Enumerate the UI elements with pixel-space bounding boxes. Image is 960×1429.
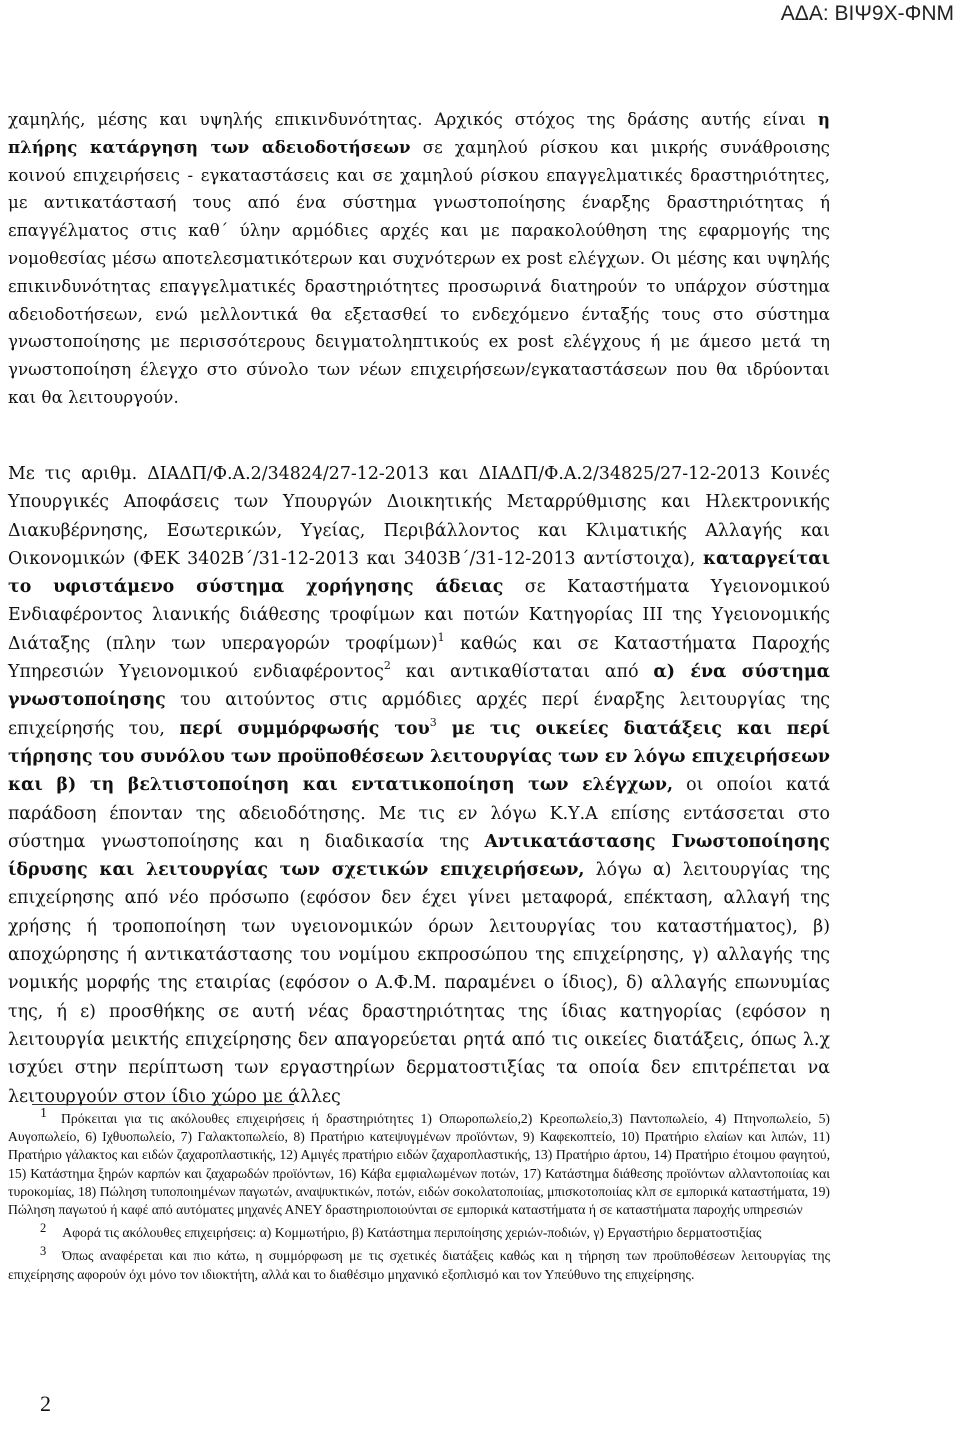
para2-text-3: καθώς και σε Καταστήματα Παροχής Υπηρεσιών Υγειονομικού ενδιαφέροντος [8,633,831,683]
page-number: 2 [40,1391,51,1416]
para2-text-2: σε Καταστήματα Υγειονομικού Ενδιαφέροντος λιανικής διάθεσης τροφίμων και ποτών Κατηγορίας ΙΙΙ της Υγειονομικής Διάταξης (πλην των υπεραγορών τροφίμων) [8,577,830,654]
para1-text-1: χαμηλής, μέσης και υψηλής επικινδυνότητας. Αρχικός στόχος της δράσης αυτής είναι [8,110,818,129]
footnote-text: Όπως αναφέρεται και πιο κάτω, η συμμόρφωση με τις σχετικές διατάξεις καθώς και η τήρηση των προϋποθέσεων λειτουργίας της επιχείρησης αφορούν όχι μόνο τον ιδιοκτήτη, αλλά και το διαθέσιμο μηχανικό εξοπλισμό και τον Υπεύθυνο της επιχείρησης. [8,1248,830,1282]
para1-bold-phrase: η πλήρης κατάργηση των αδειοδοτήσεων [8,109,830,157]
footnote-number: 3 [40,1244,47,1259]
para2-text-7: λόγω α) λειτουργίας της επιχείρησης από νέο πρόσωπο (εφόσον δεν έχει γίνει μεταφορά, επέκταση, αλλαγή της χρήσης ή τροποποίηση των υγειονομικών όρων λειτουργίας του καταστήματος), β) αποχώρησης ή αντικατάστασης του νομίμου εκπροσώπου της επιχείρησης, γ) αλλαγής της νομικής μορφής της εταιρίας (εφόσον ο Α.Φ.Μ. παραμένει ο ίδιος), δ) αλλαγής επωνυμίας της, ή ε) προσθήκης σε αυτή νέας δραστηριότητας της ίδιας κατηγορίας (εφόσον η λειτουργία μεικτής επιχείρησης δεν απαγορεύεται ρητά από τις οικείες διατάξεις, όπως λ.χ ισχύει στην περίπτωση των εργαστηρίων δερματοστιξίας τα οποία δεν επιτρέπεται να λειτουργούν στον ίδιο χώρο με άλλες [8,860,830,1107]
paragraph-licensing-abolition [8,106,830,412]
para2-bold-1: καταργείται το υφιστάμενο σύστημα χορήγησης άδειας [8,548,830,598]
footnote-3 [8,1242,830,1283]
para2-bold-4: με τις οικείες διατάξεις και περί τήρησης του συνόλου των προϋποθέσεων λειτουργίας των εν λόγω επιχειρήσεων και β) τη βελτιστοποίηση και εντατικοποίηση των ελέγχων, [8,718,830,796]
para2-bold-3: περί συμμόρφωσής του [179,718,430,739]
paragraph-joint-ministerial-decisions [8,460,830,1111]
footnotes [8,1105,830,1284]
footnote-number: 1 [40,1106,47,1121]
footnote-1 [8,1105,830,1219]
para2-text-4: και αντικαθίσταται από [390,662,654,683]
footnote-text: Αφορά τις ακόλουθες επιχειρήσεις: α) Κομμωτήριο, β) Κατάστημα περιποίησης χεριών-ποδιών, γ) Εργαστήριο δερματοστιξίας [62,1225,762,1241]
para1-text-2: σε χαμηλού ρίσκου και μικρής συνάθροισης κοινού επιχειρήσεις - εγκαταστάσεις και σε χαμηλού ρίσκου επαγγελματικές δραστηριότητες, με αντικατάστασή τους από ένα σύστημα γνωστοποίησης έναρξης δραστηριότητας ή επαγγέλματος στις καθ΄ ύλην αρμόδιες αρχές και με παρακολούθηση της εφαρμογής της νομοθεσίας μέσω αποτελεσματικότερων και συχνότερων ex post ελέγχων. Οι μέσης και υψηλής επικινδυνότητας επαγγελματικές δραστηριότητες προσωρινά διατηρούν το υπάρχον σύστημα αδειοδοτήσεων, ενώ μελλοντικά θα εξετασθεί το ενδεχόμενο ένταξής τους στο σύστημα γνωστοποίησης με περισσότερους δειγματοληπτικούς ex post ελέγχους ή με άμεσο μετά τη γνωστοποίηση έλεγχο στο σύνολο των νέων επιχειρήσεων/εγκαταστάσεων που θα ιδρύονται και θα λειτουργούν. [8,137,830,407]
para2-text-6: οι οποίοι κατά παράδοση έπονταν της αδειοδότησης. Με τις εν λόγω Κ.Υ.Α επίσης εντάσσεται στο σύστημα γνωστοποίησης και η διαδικασία της [8,775,830,852]
para2-bold-5: Αντικατάστασης Γνωστοποίησης ίδρυσης και λειτουργίας των σχετικών επιχειρήσεων, [8,831,831,881]
para2-text-5: του αιτούντος στις αρμόδιες αρχές περί έναρξης λειτουργίας της επιχείρησής του, [8,690,830,739]
footnote-ref-1: 1 [437,630,445,644]
footnote-ref-2: 2 [383,659,391,673]
para2-text-1: Με τις αριθμ. ΔΙΑΔΠ/Φ.Α.2/34824/27-12-2013 και ΔΙΑΔΠ/Φ.Α.2/34825/27-12-2013 Κοινές Υπουργικές Αποφάσεις των Υπουργών Διοικητικής Μεταρρύθμισης και Ηλεκτρονικής Διακυβέρνησης, Εσωτερικών, Υγείας, Περιβάλλοντος και Κλιματικής Αλλαγής και Οικονομικών (ΦΕΚ 3402Β΄/31-12-2013 και 3403Β΄/31-12-2013 αντίστοιχα), [8,464,830,569]
footnote-number: 2 [40,1221,47,1236]
footnote-text: Πρόκειται για τις ακόλουθες επιχειρήσεις ή δραστηριότητες 1) Οπωροπωλείο,2) Κρεοπωλείο,3) Παντοπωλείο, 4) Πτηνοπωλείο, 5) Αυγοπωλείο, 6) Ιχθυοπωλείο, 7) Γαλακτοπωλείο, 8) Πρατήριο κατεψυγμένων προϊόντων, 9) Καφεκοπτείο, 10) Πρατήριο ελαίων και λιπών, 11) Πρατήριο γάλακτος και ειδών ζαχαροπλαστικής, 12) Αμιγές πρατήριο ειδών ζαχαροπλαστικής, 13) Πρατήριο άρτου, 14) Πρατήριο έτοιμου φαγητού, 15) Κατάστημα ξηρών καρπών και ζαχαρωδών προϊόντων, 16) Κάβα εμφιαλωμένων ποτών, 17) Κατάστημα διάθεσης προϊόντων αλλαντοποιίας και τυροκομίας, 18) Πώληση τυποποιημένων παγωτών, αναψυκτικών, ποτών, ειδών σοκολατοποιίας, μπισκοτοποιίας κλπ σε εμπορικά καταστήματα, 19) Πώληση παγωτού ή καφέ από αυτόματες μηχανές ΑΝΕΥ δραστηριοποιούνται σε εμπορικά καταστήματα ή σε καταστήματα παροχής υπηρεσιών [8,1111,830,1218]
footnote-2 [8,1219,830,1242]
ada-code: ΑΔΑ: ΒΙΨ9Χ-ΦΝΜ [780,2,954,25]
para2-bold-2: α) ένα σύστημα γνωστοποίησης [8,662,830,711]
footnote-ref-3: 3 [429,715,437,729]
